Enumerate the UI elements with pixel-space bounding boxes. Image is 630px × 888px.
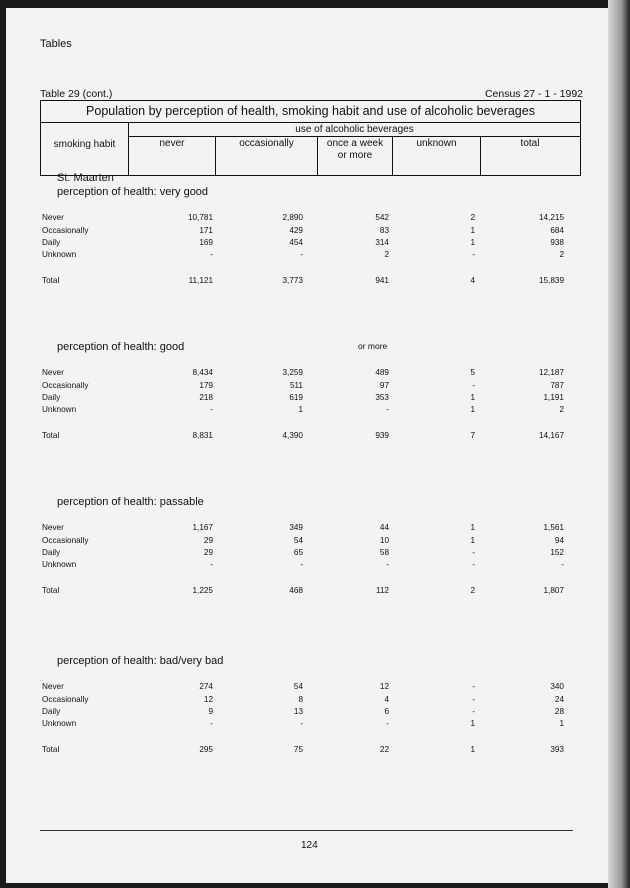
table-cell: - bbox=[472, 682, 475, 691]
footer-rule bbox=[40, 830, 573, 831]
row-label: Total bbox=[42, 431, 60, 440]
table-cell: 13 bbox=[293, 707, 303, 716]
row-label: Unknown bbox=[42, 560, 77, 569]
table-label: Table 29 (cont.) bbox=[40, 88, 113, 100]
table-cell: 2 bbox=[559, 405, 564, 414]
table-cell: 349 bbox=[289, 523, 303, 532]
table-cell: 12,187 bbox=[538, 368, 564, 377]
table-cell: 112 bbox=[375, 586, 389, 595]
table-cell: 4 bbox=[470, 276, 475, 285]
census-date: Census 27 - 1 - 1992 bbox=[484, 88, 583, 100]
table-cell: 489 bbox=[375, 368, 389, 377]
table-cell: 1,191 bbox=[543, 393, 564, 402]
column-header-never: never bbox=[129, 137, 216, 175]
table-cell: - bbox=[300, 250, 303, 259]
section-title: perception of health: good bbox=[57, 341, 185, 353]
table-cell: 171 bbox=[199, 226, 213, 235]
table-cell: 2 bbox=[470, 213, 475, 222]
section-title: perception of health: very good bbox=[57, 186, 209, 198]
table-cell: 97 bbox=[379, 381, 389, 390]
running-head: Tables bbox=[40, 38, 72, 50]
table-cell: 2 bbox=[470, 586, 475, 595]
table-cell: 65 bbox=[293, 548, 303, 557]
table-cell: - bbox=[472, 707, 475, 716]
table-cell: 75 bbox=[293, 745, 303, 754]
table-cell: 619 bbox=[289, 393, 303, 402]
table-cell: 179 bbox=[199, 381, 213, 390]
row-label: Daily bbox=[42, 393, 61, 402]
row-label: Total bbox=[42, 586, 60, 595]
row-label: Occasionally bbox=[42, 536, 89, 545]
table-cell: 353 bbox=[375, 393, 389, 402]
table-cell: - bbox=[386, 560, 389, 569]
table-cell: 3,773 bbox=[282, 276, 303, 285]
row-header-label: smoking habit bbox=[53, 139, 116, 150]
table-cell: 1 bbox=[470, 405, 475, 414]
column-header-occasionally: occasionally bbox=[216, 137, 318, 175]
table-cell: - bbox=[386, 405, 389, 414]
row-label: Unknown bbox=[42, 405, 77, 414]
row-label: Occasionally bbox=[42, 381, 89, 390]
table-cell: 7 bbox=[470, 431, 475, 440]
table-title: Population by perception of health, smoking habit and use of alcoholic beverages bbox=[41, 101, 580, 123]
table-cell: 10,781 bbox=[187, 213, 213, 222]
table-cell: - bbox=[472, 560, 475, 569]
row-label: Occasionally bbox=[42, 226, 89, 235]
table-header bbox=[40, 100, 581, 176]
table-cell: 152 bbox=[550, 548, 564, 557]
table-cell: 1 bbox=[470, 238, 475, 247]
table-cell: 54 bbox=[293, 536, 303, 545]
table-cell: 2 bbox=[559, 250, 564, 259]
table-cell: 542 bbox=[375, 213, 389, 222]
page-number: 124 bbox=[301, 840, 318, 851]
page-edge-shadow bbox=[608, 0, 630, 888]
row-label: Never bbox=[42, 682, 64, 691]
table-cell: - bbox=[210, 405, 213, 414]
table-cell: - bbox=[210, 560, 213, 569]
table-cell: 1 bbox=[470, 393, 475, 402]
area-name: St. Maarten bbox=[57, 172, 114, 184]
section-title: perception of health: bad/very bad bbox=[57, 655, 224, 667]
row-label: Unknown bbox=[42, 719, 77, 728]
column-header-unknown: unknown bbox=[393, 137, 481, 175]
table-cell: 4 bbox=[384, 695, 389, 704]
table-cell: 2 bbox=[384, 250, 389, 259]
table-cell: 340 bbox=[550, 682, 564, 691]
table-cell: 684 bbox=[550, 226, 564, 235]
row-label: Occasionally bbox=[42, 695, 89, 704]
table-cell: 12 bbox=[203, 695, 213, 704]
table-cell: 29 bbox=[203, 536, 213, 545]
table-cell: 939 bbox=[375, 431, 389, 440]
table-cell: 4,390 bbox=[282, 431, 303, 440]
table-cell: 83 bbox=[379, 226, 389, 235]
table-cell: - bbox=[472, 695, 475, 704]
table-cell: 1 bbox=[470, 523, 475, 532]
row-label: Unknown bbox=[42, 250, 77, 259]
table-cell: 9 bbox=[208, 707, 213, 716]
column-header-total: total bbox=[520, 138, 540, 149]
row-label: Daily bbox=[42, 238, 61, 247]
table-cell: 8,831 bbox=[192, 431, 213, 440]
table-cell: - bbox=[472, 548, 475, 557]
table-cell: 12 bbox=[379, 682, 389, 691]
row-label: Never bbox=[42, 523, 64, 532]
table-cell: 1,167 bbox=[192, 523, 213, 532]
table-cell: 1,807 bbox=[543, 586, 564, 595]
table-cell: 1,225 bbox=[192, 586, 213, 595]
table-cell: 58 bbox=[379, 548, 389, 557]
table-cell: 94 bbox=[554, 536, 564, 545]
table-cell: 295 bbox=[199, 745, 213, 754]
table-cell: - bbox=[561, 560, 564, 569]
row-label: Never bbox=[42, 368, 64, 377]
table-cell: 1,561 bbox=[543, 523, 564, 532]
table-cell: 274 bbox=[199, 682, 213, 691]
table-cell: 429 bbox=[289, 226, 303, 235]
table-cell: 941 bbox=[375, 276, 389, 285]
table-cell: - bbox=[386, 719, 389, 728]
table-cell: 44 bbox=[379, 523, 389, 532]
row-label: Total bbox=[42, 745, 60, 754]
table-cell: 24 bbox=[554, 695, 564, 704]
table-cell: 8 bbox=[298, 695, 303, 704]
section-title: perception of health: passable bbox=[57, 496, 204, 508]
table-cell: 468 bbox=[289, 586, 303, 595]
table-cell: 14,215 bbox=[538, 213, 564, 222]
column-header-weekly: once a week or more bbox=[318, 137, 393, 175]
row-header-cell bbox=[41, 123, 129, 175]
table-cell: - bbox=[300, 719, 303, 728]
table-cell: 14,167 bbox=[538, 431, 564, 440]
table-cell: 54 bbox=[293, 682, 303, 691]
table-cell: - bbox=[472, 250, 475, 259]
table-cell: - bbox=[472, 381, 475, 390]
row-label: Total bbox=[42, 276, 60, 285]
table-cell: 1 bbox=[470, 745, 475, 754]
stray-or-more-label: or more bbox=[358, 341, 388, 351]
row-label: Daily bbox=[42, 707, 61, 716]
table-cell: 169 bbox=[199, 238, 213, 247]
table-cell: 218 bbox=[199, 393, 213, 402]
table-cell: 3,259 bbox=[282, 368, 303, 377]
table-cell: 1 bbox=[470, 719, 475, 728]
table-cell: 8,434 bbox=[192, 368, 213, 377]
table-cell: 22 bbox=[379, 745, 389, 754]
table-cell: 938 bbox=[550, 238, 564, 247]
table-cell: - bbox=[210, 719, 213, 728]
table-cell: 1 bbox=[470, 536, 475, 545]
table-cell: 454 bbox=[289, 238, 303, 247]
table-cell: 10 bbox=[379, 536, 389, 545]
table-cell: - bbox=[210, 250, 213, 259]
table-cell: 11,121 bbox=[188, 276, 213, 285]
table-cell: - bbox=[300, 560, 303, 569]
table-cell: 29 bbox=[203, 548, 213, 557]
table-cell: 2,890 bbox=[282, 213, 303, 222]
table-cell: 1 bbox=[559, 719, 564, 728]
table-cell: 28 bbox=[554, 707, 564, 716]
table-cell: 314 bbox=[375, 238, 389, 247]
table-cell: 1 bbox=[298, 405, 303, 414]
table-cell: 787 bbox=[550, 381, 564, 390]
table-cell: 1 bbox=[470, 226, 475, 235]
table-cell: 393 bbox=[550, 745, 564, 754]
table-cell: 6 bbox=[384, 707, 389, 716]
row-label: Never bbox=[42, 213, 64, 222]
table-cell: 5 bbox=[470, 368, 475, 377]
row-label: Daily bbox=[42, 548, 61, 557]
table-cell: 15,839 bbox=[538, 276, 564, 285]
column-group-header: use of alcoholic beverages bbox=[129, 123, 580, 137]
table-cell: 511 bbox=[289, 381, 303, 390]
